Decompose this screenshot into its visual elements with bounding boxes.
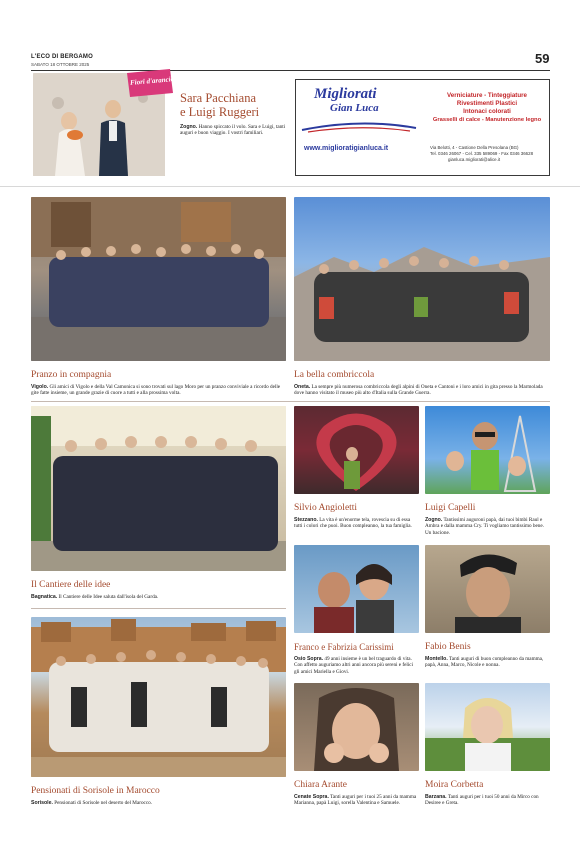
fabio-text: Tanti auguri di buon compleanno da mamma, papà, Anna, Marco, Nicole e nonna. [425,656,544,669]
pranzo-title: Pranzo in compagnia [31,370,112,380]
silvio-photo-art [294,406,419,494]
ad-phones: Tel. 0346 26067 - Cel. 335 589069 - Fax 0346 36628 [430,151,534,156]
page-number: 59 [535,51,550,66]
moira-caption [425,794,550,807]
pensionati-text: Pensionati di Sorisole nel deserto del Marocco. [54,800,153,806]
pensionati-place: Sorisole. [31,800,53,806]
combriccola-caption [294,384,550,397]
wedding-title-line1: Sara Pacchiana [180,91,257,105]
section-divider [0,186,580,187]
luigi-place: Zogno. [425,517,443,523]
fabio-caption [425,656,550,669]
combriccola-text: La sempre più numerosa combriccola degli alpini di Oneta e Cantoni e i loro amici in gita presso la Marmolada dove hanno visitato il museo più alto d'Italia sulla Grande Guerra. [294,384,543,397]
newspaper-name: L'ECO DI BERGAMO [31,54,93,60]
moira-photo-art [425,683,550,771]
silvio-photo [294,406,419,494]
wedding-title [180,91,259,119]
franco-text: 49 anni insieme è un bel traguardo di vita. Con affetto auguriamo altri anni ancora più sereni e felici gli amici Mariella e Giovi. [294,656,414,675]
wedding-caption [180,124,292,137]
chiara-title: Chiara Arante [294,780,348,790]
cantiere-text: Il Cantiere delle Idee saluta dall'isola del Garda. [58,594,159,600]
chiara-text: Tanti auguri per i tuoi 25 anni da mamma Marianna, papà Luigi, sorella Valentina e Samuele. [294,794,417,807]
fabio-photo [425,545,550,633]
moira-text: Tanti auguri per i tuoi 50 anni da Mirco con Desiree e Greta. [425,794,539,807]
ad-address: Via Belotti, 4 - Castione Della Presolana (BG) [430,145,519,150]
pensionati-caption [31,800,286,806]
franco-photo [294,545,419,633]
cantiere-photo-art [31,406,286,571]
combriccola-title: La bella combriccola [294,370,375,380]
combriccola-place: Oneta. [294,384,311,390]
wedding-place: Zogno. [180,124,198,130]
ad-swoosh-icon [300,120,418,134]
pensionati-title: Pensionati di Sorisole in Marocco [31,786,160,796]
ad-email: gianluca.migliorati@alice.it [448,157,501,162]
cantiere-caption [31,594,286,600]
ad-contacts [430,145,548,163]
fabio-title: Fabio Benis [425,642,471,652]
row-divider-2 [31,608,286,609]
wedding-badge [121,67,176,99]
wedding-badge-text: Fiori d'arancio [129,75,175,87]
pensionati-photo [31,617,286,777]
chiara-place: Cenate Sopra. [294,794,329,800]
silvio-title: Silvio Angioletti [294,503,358,513]
wedding-text: Hanno spiccato il volo. Sara e Luigi, tanti auguri e buon viaggio. I vostri familiari. [180,124,286,137]
luigi-text: Tantissimi auguroni papà, dai tuoi bimbi Raul e Ambra e dalla mamma Cry. Ti vogliamo tantissimo bene. Un bacione. [425,517,544,536]
pensionati-photo-art [31,617,286,777]
ad-brand-line1: Migliorati [314,86,377,102]
franco-title: Franco e Fabrizia Carissimi [294,642,394,652]
franco-caption [294,656,419,675]
pranzo-text: Gli amici di Vigolo e della Val Camonica si sono trovati sul lago Moro per un pranzo conviviale a ricordo delle gite fatte insieme, un grande grazie di cuore a tutti e alla prossima volta. [31,384,281,397]
luigi-photo-art [425,406,550,494]
ad-service-3: Intonaci colorati [463,108,511,115]
luigi-photo [425,406,550,494]
combriccola-photo [294,197,550,361]
pranzo-photo [31,197,286,361]
chiara-photo-art [294,683,419,771]
moira-place: Barzana. [425,794,447,800]
advertisement-box [295,79,550,176]
chiara-caption [294,794,419,807]
pranzo-caption [31,384,286,397]
cantiere-place: Bagnatica. [31,594,58,600]
chiara-photo [294,683,419,771]
issue-date: SABATO 18 OTTOBRE 2025 [31,62,90,67]
pranzo-photo-art [31,197,286,361]
ad-service-1: Verniciature - Tinteggiature [447,92,527,99]
header-rule [31,70,550,71]
silvio-place: Stezzano. [294,517,318,523]
row-divider-1 [31,401,550,402]
ad-service-4: Grasselli di calce - Manutenzione legno [432,117,542,123]
fabio-place: Montello. [425,656,448,662]
ad-website[interactable]: www.miglioratigianluca.it [304,145,389,152]
ad-services [426,92,548,124]
ad-service-2: Rivestimenti Plastici [456,100,518,107]
franco-photo-art [294,545,419,633]
silvio-text: La vita è un'enorme tela, rovescia su di essa tutti i colori che puoi. Buon compleanno, la tua famiglia. [294,517,412,530]
moira-title: Moira Corbetta [425,780,484,790]
combriccola-photo-art [294,197,550,361]
luigi-caption [425,517,550,536]
cantiere-photo [31,406,286,571]
luigi-title: Luigi Capelli [425,503,476,513]
wedding-title-line2: e Luigi Ruggeri [180,105,260,119]
ad-brand-line2: Gian Luca [330,102,379,114]
moira-photo [425,683,550,771]
fabio-photo-art [425,545,550,633]
cantiere-title: Il Cantiere delle idee [31,580,111,590]
pranzo-place: Vigolo. [31,384,49,390]
franco-place: Osio Sopra. [294,656,324,662]
silvio-caption [294,517,419,530]
